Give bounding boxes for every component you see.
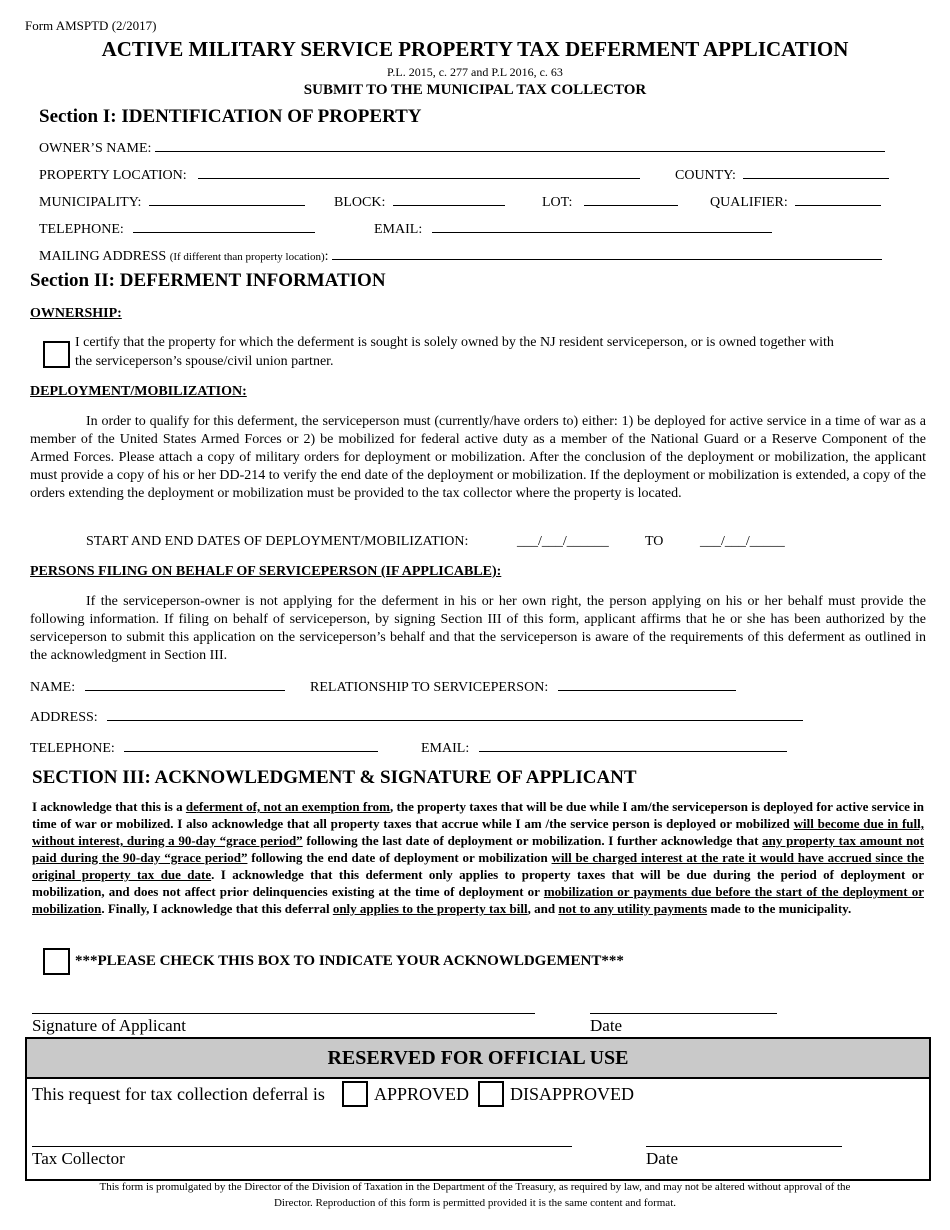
footer-line1: This form is promulgated by the Director of the Division of Taxation in the Department of the Treasury, as required by law, and may not be altered without approval of the <box>99 1181 851 1193</box>
block-field[interactable] <box>393 193 505 206</box>
submit-instruction: SUBMIT TO THE MUNICIPAL TAX COLLECTOR <box>303 82 647 98</box>
county-label: COUNTY: <box>675 168 736 183</box>
deployment-paragraph: In order to qualify for this deferment, the serviceperson must (currently/have orders to) either: 1) be deployed for active service in a time of war as a member of the United States Armed Forces or 2) be mobilized for federal active duty as a member of the National Guard or a Reserve Component of the Armed Forces. Please attach a copy of military orders for deployment or mobilization. After the conclusion of the deployment or mobilization, the applicant must provide a copy of his or her DD-214 to verify the end date of the deployment or mobilization. If the deployment or mobilization is extended, a copy of the orders extending the deployment or mobilization must be provided to the tax collector where the property is located. <box>30 414 926 501</box>
start-date-field[interactable]: ___/___/______ <box>517 534 609 549</box>
mailing-address-row <box>39 247 882 265</box>
municipality-label: MUNICIPALITY: <box>39 195 142 210</box>
block-label: BLOCK: <box>334 195 386 210</box>
email-row <box>374 220 772 238</box>
mailing-address-note: (If different than property location) <box>169 251 325 263</box>
ownership-text-line1: I certify that the property for which the deferment is sought is solely owned by the NJ resident serviceperson, or is owned together with <box>75 335 834 350</box>
form-title: ACTIVE MILITARY SERVICE PROPERTY TAX DEFERMENT APPLICATION <box>101 37 849 61</box>
mailing-address-colon: : <box>324 249 329 264</box>
disapproved-checkbox[interactable] <box>478 1081 504 1107</box>
property-location-field[interactable] <box>198 166 640 179</box>
disapproved-label: DISAPPROVED <box>510 1084 635 1104</box>
approved-label: APPROVED <box>374 1084 470 1104</box>
acknowledgment-paragraph: I acknowledge that this is a deferment of, not an exemption from, the property taxes that will be due while I am/the serviceperson is deployed for active service in time of war or mobilized. I also acknowledge that all property taxes that accrue while I am /the service person is deployed or mobilized will become due in full, without interest, during a 90-day “grace period” following the last date of deployment or mobilization. I further acknowledge that any property tax amount not paid during the 90-day “grace period” following the end date of deployment or mobilization will be charged interest at the rate it would have accrued since the original property tax due date. I acknowledge that this deferment only applies to property taxes that will be due during the period of deployment or mobilization, and does not affect prior delinquencies existing at the time of deployment or mobilization or payments due before the start of the deployment or mobilization. Finally, I acknowledge that this deferral only applies to the property tax bill, and not to any utility payments made to the municipality. <box>32 799 925 916</box>
signature-line[interactable] <box>32 1013 535 1014</box>
behalf-email-row <box>421 739 787 757</box>
form-id: Form AMSPTD (2/2017) <box>25 18 157 33</box>
request-text: This request for tax collection deferral is <box>32 1084 325 1104</box>
telephone-field[interactable] <box>133 220 315 233</box>
section1-title: Section I: IDENTIFICATION OF PROPERTY <box>39 106 422 127</box>
behalf-name-label: NAME: <box>30 680 76 695</box>
approved-checkbox[interactable] <box>342 1081 368 1107</box>
lot-label: LOT: <box>542 195 573 210</box>
footer-line2: Director. Reproduction of this form is permitted provided it is the same content and format. <box>273 1197 676 1209</box>
official-use-box <box>25 1037 931 1181</box>
acknowledgment-checkbox[interactable] <box>43 948 70 975</box>
tax-collector-line[interactable] <box>32 1146 572 1147</box>
relationship-field[interactable] <box>558 678 736 691</box>
owner-name-row <box>39 139 885 157</box>
municipality-field[interactable] <box>149 193 305 206</box>
end-date-field[interactable]: ___/___/_____ <box>700 534 785 549</box>
property-location-label: PROPERTY LOCATION: <box>39 168 187 183</box>
qualifier-row <box>710 193 881 211</box>
behalf-telephone-field[interactable] <box>124 739 378 752</box>
ownership-checkbox[interactable] <box>43 341 70 368</box>
behalf-address-field[interactable] <box>107 708 803 721</box>
behalf-email-label: EMAIL: <box>421 741 470 756</box>
behalf-heading: PERSONS FILING ON BEHALF OF SERVICEPERSON (IF APPLICABLE): <box>30 564 502 579</box>
dates-to-label: TO <box>645 534 664 549</box>
deployment-dates-label: START AND END DATES OF DEPLOYMENT/MOBILIZATION: <box>86 534 469 549</box>
section2-title: Section II: DEFERMENT INFORMATION <box>30 270 386 291</box>
ownership-heading: OWNERSHIP: <box>30 306 122 321</box>
official-date-line[interactable] <box>646 1146 842 1147</box>
section3-title: SECTION III: ACKNOWLEDGMENT & SIGNATURE OF APPLICANT <box>32 767 637 788</box>
official-date-label: Date <box>646 1149 679 1168</box>
owner-name-field[interactable] <box>155 139 885 152</box>
deployment-heading: DEPLOYMENT/MOBILIZATION: <box>30 384 247 399</box>
signature-date-line[interactable] <box>590 1013 777 1014</box>
law-reference: P.L. 2015, c. 277 and P.L 2016, c. 63 <box>387 65 563 79</box>
behalf-email-field[interactable] <box>479 739 787 752</box>
county-field[interactable] <box>743 166 889 179</box>
lot-field[interactable] <box>584 193 678 206</box>
signature-label: Signature of Applicant <box>32 1016 186 1035</box>
behalf-address-label: ADDRESS: <box>30 710 98 725</box>
property-location-row <box>39 166 640 184</box>
behalf-name-field[interactable] <box>85 678 285 691</box>
lot-row <box>542 193 678 211</box>
telephone-label: TELEPHONE: <box>39 222 124 237</box>
mailing-address-field[interactable] <box>332 247 882 260</box>
qualifier-label: QUALIFIER: <box>710 195 788 210</box>
email-label: EMAIL: <box>374 222 423 237</box>
owner-name-label: OWNER’S NAME: <box>39 141 152 156</box>
block-row <box>334 193 505 211</box>
relationship-row <box>310 678 736 696</box>
behalf-telephone-label: TELEPHONE: <box>30 741 115 756</box>
acknowledgment-checkbox-label: ***PLEASE CHECK THIS BOX TO INDICATE YOUR ACKNOWLDGEMENT*** <box>75 953 624 969</box>
behalf-paragraph: If the serviceperson-owner is not applying for the deferment in his or her own right, the person applying on his or her behalf must provide the following information. If filing on behalf of serviceperson, by signing Section III of this form, applicant affirms that he or she has been authorized by the serviceperson to submit this application on the serviceperson’s behalf and that the serviceperson is aware of the requirements of this deferment as outlined in the acknowledgment in Section III. <box>30 594 926 663</box>
signature-date-label: Date <box>590 1016 623 1035</box>
tax-collector-label: Tax Collector <box>32 1149 125 1168</box>
qualifier-field[interactable] <box>795 193 881 206</box>
behalf-address-row <box>30 708 803 726</box>
official-use-heading: RESERVED FOR OFFICIAL USE <box>27 1039 929 1079</box>
county-row <box>675 166 889 184</box>
telephone-row <box>39 220 315 238</box>
ownership-text-line2: the serviceperson’s spouse/civil union partner. <box>75 354 334 369</box>
mailing-address-label: MAILING ADDRESS <box>39 249 167 264</box>
relationship-label: RELATIONSHIP TO SERVICEPERSON: <box>310 680 549 695</box>
municipality-row <box>39 193 305 211</box>
behalf-telephone-row <box>30 739 378 757</box>
behalf-name-row <box>30 678 285 696</box>
email-field[interactable] <box>432 220 772 233</box>
